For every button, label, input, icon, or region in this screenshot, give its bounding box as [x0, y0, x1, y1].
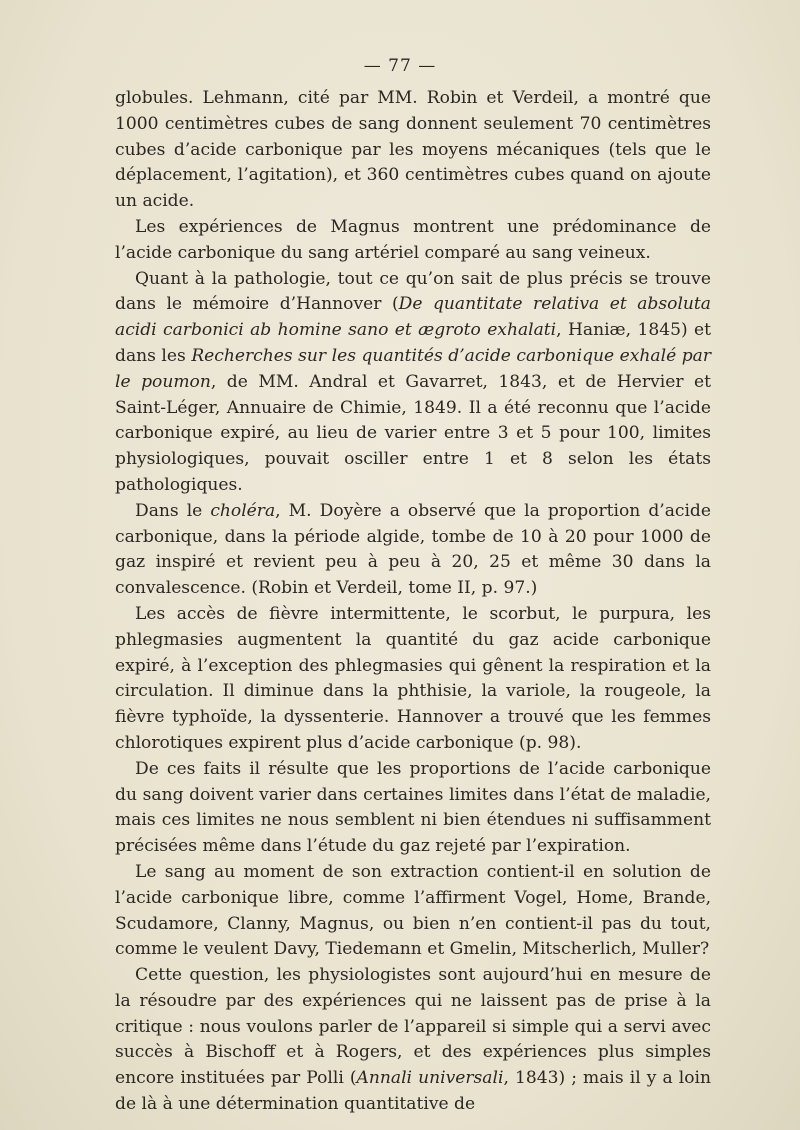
paragraph [115, 86, 711, 215]
italic-text: choléra [210, 500, 276, 521]
text-run: Le sang au moment de son extraction contient-il en solution de l’acide carbonique libre, comme l’affirment Vogel, Home, Brande, Scudamore, Clanny, Magnus, ou bien n’en contient-il pas du tout, comme le veulent Davy, Tiedemann et Gmelin, Mitscherlich, Muller? [115, 861, 711, 960]
paragraph [115, 963, 711, 1118]
text-run: Dans le [135, 500, 211, 521]
text-run: Les accès de fièvre intermittente, le scorbut, le purpura, les phlegmasies augmentent la quantité du gaz acide carbonique expiré, à l’exception des phlegmasies qui gênent la respiration et la circulation. Il diminue dans la phthisie, la variole, la rougeole, la fièvre typhoïde, la dyssenterie. Hannover a trouvé que les femmes chlorotiques expirent plus d’acide carbonique (p. 98). [115, 603, 711, 753]
italic-text: Annali universali [356, 1068, 504, 1089]
text-run: , de MM. Andral et Gavarret, 1843, et de Hervier et Saint-Léger, Annuaire de Chimie, 1849. Il a été reconnu que l’acide carbonique expiré, au lieu de varier entre 3 et 5 pour 100, limites physiologiques, pouvait osciller entre 1 et 8 selon les états pathologiques. [115, 371, 711, 495]
text-run: , M. Doyère a observé que la proportion d’acide carbonique, dans la période algide, tombe de 10 à 20 pour 1000 de gaz inspiré et revient peu à peu à 20, 25 et même 30 dans la convalescence. (Robin et Verdeil, tome II, p. 97.) [115, 500, 711, 599]
text-run: globules. Lehmann, cité par MM. Robin et Verdeil, a montré que 1000 centimètres cubes de sang donnent seulement 70 centimètres cubes d’acide carbonique par les moyens mécaniques (tels que le déplacement, l’agitation), et 360 centimètres cubes quand on ajoute un acide. [115, 88, 711, 212]
text-run: , Haniæ, 1845) et dans les [115, 320, 712, 366]
text-run: De ces faits il résulte que les proportions de l’acide carbonique du sang doivent varier dans certaines limites dans l’état de maladie, mais ces limites ne nous semblent ni bien étendues ni suffisamment précisées même dans l’étude du gaz rejeté par l’expiration. [115, 758, 711, 857]
paragraph [115, 267, 711, 499]
paragraph [115, 860, 711, 963]
paragraph [115, 499, 711, 602]
text-run: Quant à la pathologie, tout ce qu’on sait de plus précis se trouve dans le mémoire d’Hannover ( [115, 268, 711, 315]
text-run: Les expériences de Magnus montrent une prédominance de l’acide carbonique du sang artériel comparé au sang veineux. [115, 216, 711, 263]
paragraph [115, 757, 711, 860]
italic-text: Recherches sur les quantités d’acide carbonique exhalé par le poumon [115, 345, 712, 392]
italic-text: De quantitate relativa et absoluta acidi carbonici ab homine sano et ægroto exhalati [115, 294, 711, 341]
text-run: , 1843) ; mais il y a loin de là à une détermination quantitative de [115, 1068, 711, 1115]
text-run: Cette question, les physiologistes sont aujourd’hui en mesure de la résoudre par des expériences qui ne laissent pas de prise à la critique : nous voulons parler de l’appareil si simple qui a servi avec succès à Bischoff et à Rogers, et des expériences plus simples encore instituées par Polli ( [115, 965, 711, 1089]
body-text [115, 86, 711, 1118]
paragraph [115, 602, 711, 757]
page-number: — 77 — [363, 56, 437, 76]
paragraph [115, 215, 711, 267]
